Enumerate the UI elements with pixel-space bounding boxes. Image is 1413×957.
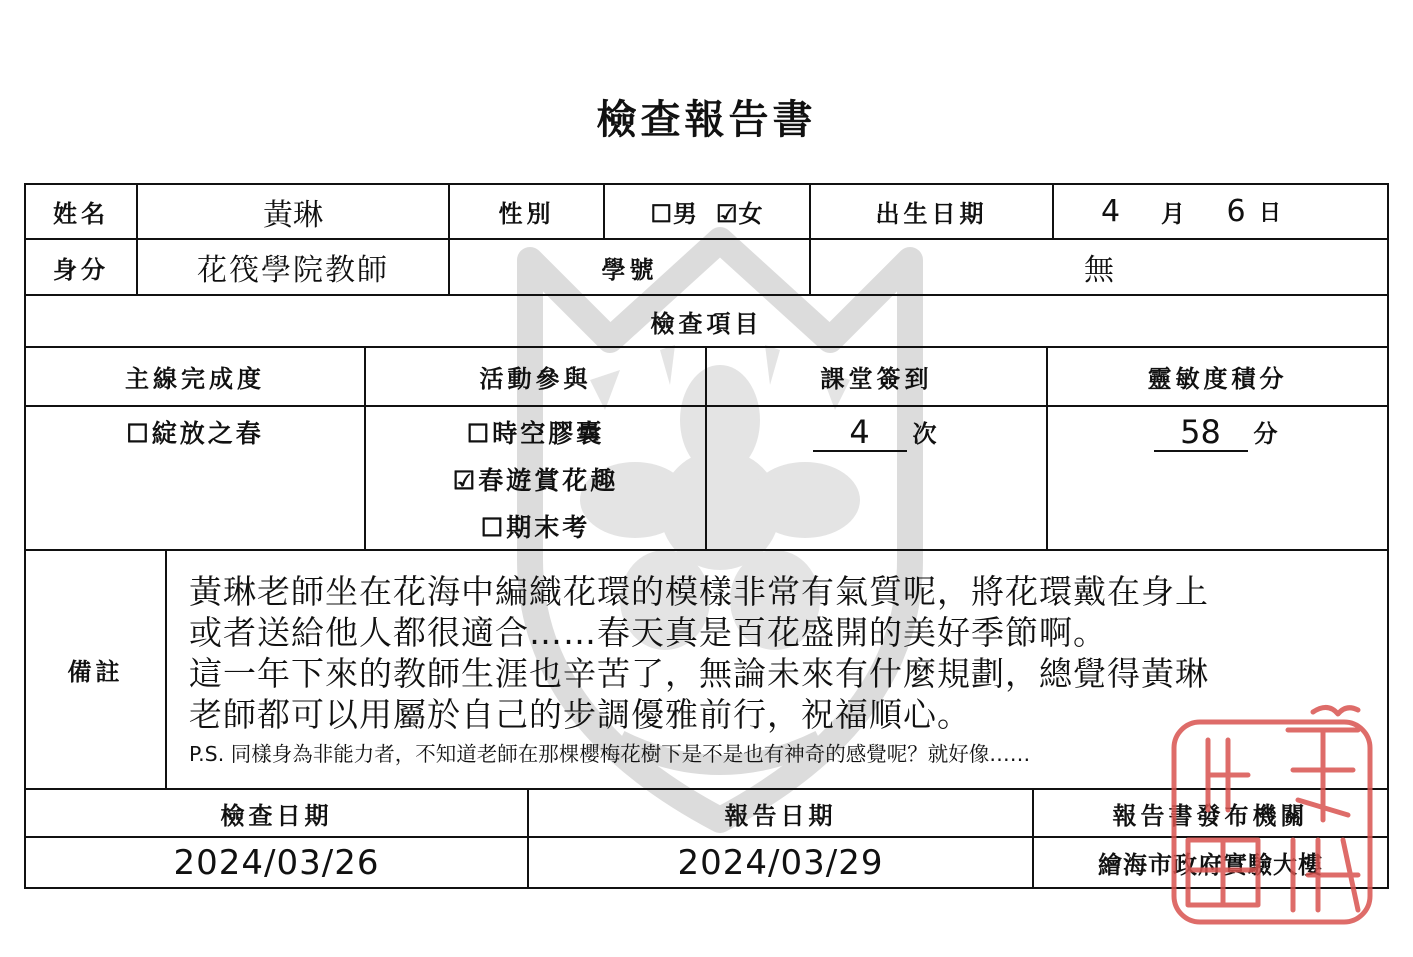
attendance-count: 4 [813,414,907,452]
identity-value: 花筏學院教師 [197,253,389,288]
check-date-value: 2024/03/26 [173,842,380,883]
birth-day-unit: 日 [1259,200,1286,226]
seal-stamp-icon [1168,700,1378,930]
name-value: 黃琳 [263,197,323,233]
remarks-label: 備註 [67,657,124,686]
main-line-value [25,406,365,550]
activity-list [365,406,706,550]
report-date-label: 報告日期 [724,800,837,830]
activity-label: 活動參與 [479,364,592,393]
issuer-label: 報告書發布機關 [1112,800,1309,830]
remark-line: 這一年下來的教師生涯也辛苦了，無論未來有什麼規劃，總覺得黃琳 [189,654,1209,693]
page-title: 檢查報告書 [596,96,817,143]
student-id-label: 學號 [601,254,658,284]
name-label: 姓名 [53,199,109,228]
birth-day: 6 [1226,194,1246,229]
check-date-label: 檢查日期 [220,800,333,830]
gender-female-checkbox: ☑女 [716,199,764,228]
main-line-label: 主線完成度 [125,364,265,393]
activity-item: ☑春遊賞花趣 [452,466,619,495]
birth-value [1053,184,1388,239]
issuer-value: 繪海市政府實驗大樓 [1098,850,1323,879]
birth-label: 出生日期 [875,199,988,228]
remark-line: 老師都可以用屬於自己的步調優雅前行，祝福順心。 [189,695,971,734]
sensitivity-value [1047,406,1388,550]
attendance-value [706,406,1047,550]
birth-month: 4 [1101,194,1121,229]
remark-line: 黃琳老師坐在花海中編織花環的模樣非常有氣質呢，將花環戴在身上 [189,572,1209,611]
attendance-label: 課堂簽到 [820,364,933,393]
attendance-unit: 次 [912,419,941,448]
birth-month-unit: 月 [1161,199,1189,228]
activity-item: ☐時空膠囊 [466,419,605,448]
gender-label: 性別 [498,199,555,228]
remark-line: 或者送給他人都很適合……春天真是百花盛開的美好季節啊。 [189,613,1107,652]
report-date-value: 2024/03/29 [677,842,884,883]
student-id-value: 無 [1084,253,1114,288]
remark-ps: P.S. 同樣身為非能力者，不知道老師在那棵櫻梅花樹下是不是也有神奇的感覺呢？就好像…… [189,742,1031,766]
sensitivity-label: 靈敏度積分 [1147,364,1288,393]
check-items-header: 檢查項目 [650,308,763,338]
sensitivity-unit: 分 [1253,419,1282,448]
main-line-item: ☐綻放之春 [126,419,264,448]
sensitivity-score: 58 [1154,414,1248,452]
gender-male-checkbox: ☐男 [650,199,698,228]
identity-label: 身分 [53,254,109,284]
activity-item: ☐期末考 [480,513,591,542]
gender-options [604,184,810,239]
